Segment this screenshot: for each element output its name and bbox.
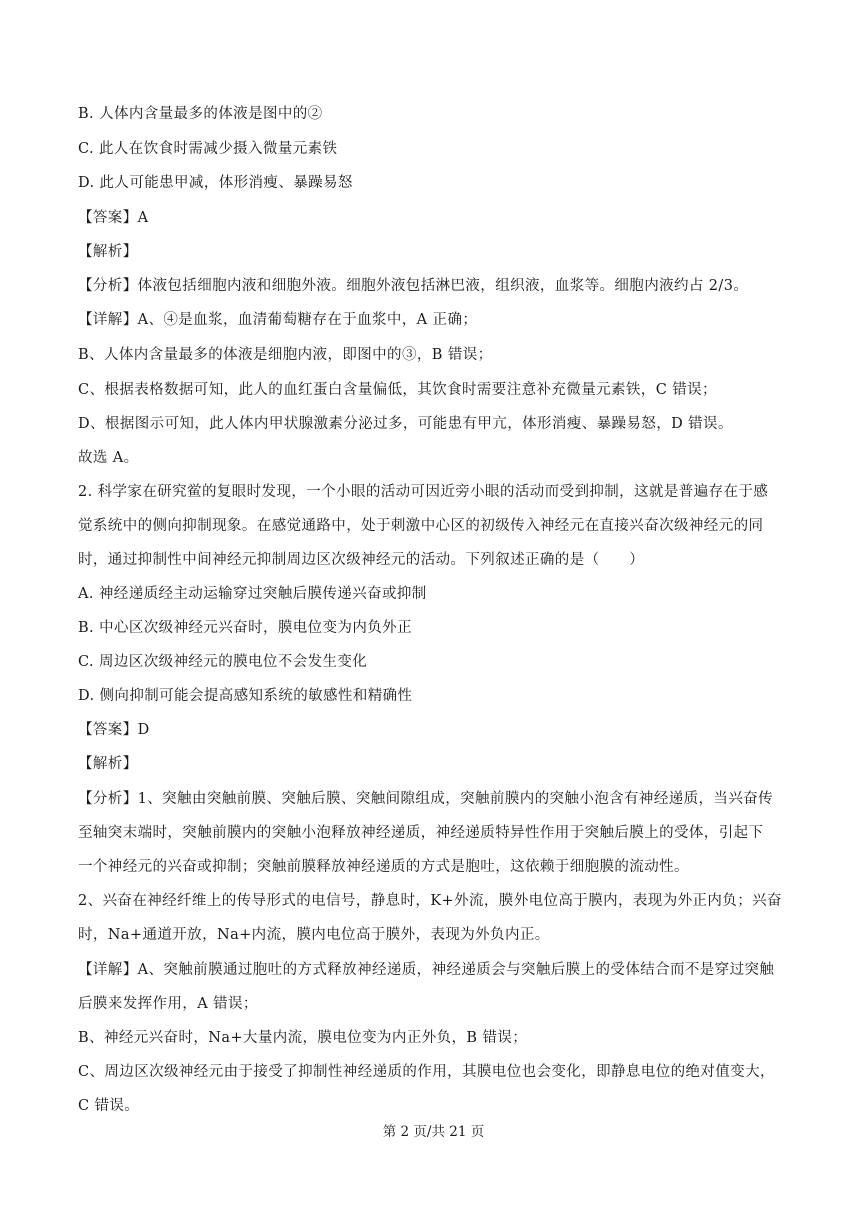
option-d: D. 此人可能患甲减，体形消瘦、暴躁易怒 [78, 175, 353, 191]
answer-label: 【答案】A [78, 210, 149, 226]
option-b: B. 人体内含量最多的体液是图中的② [78, 106, 323, 122]
question-2-stem-line-2: 觉系统中的侧向抑制现象。在感觉通路中，处于刺激中心区的初级传入神经元在直接兴奋次级神经元的同 [78, 518, 764, 534]
question-2-option-d: D. 侧向抑制可能会提高感知系统的敏感性和精确性 [78, 688, 413, 704]
question-2-analysis-line-1: 【分析】1、突触由突触前膜、突触后膜、突触间隙组成，突触前膜内的突触小泡含有神经递质，当兴奋传 [78, 791, 774, 807]
option-c: C. 此人在饮食时需减少摄入微量元素铁 [78, 141, 338, 157]
page-number-footer: 第 2 页/共 21 页 [382, 1124, 485, 1140]
detail-d: D、根据图示可知，此人体内甲状腺激素分泌过多，可能患有甲亢，体形消瘦、暴躁易怒，D 错误。 [78, 416, 733, 432]
analysis-paragraph: 【分析】体液包括细胞内液和细胞外液。细胞外液包括淋巴液，组织液，血浆等。细胞内液约占 2/3。 [78, 278, 749, 294]
question-2-detail-a-line-2: 后膜来发挥作用，A 错误； [78, 996, 258, 1012]
detail-c: C、根据表格数据可知，此人的血红蛋白含量偏低，其饮食时需要注意补充微量元素铁，C 错误； [78, 382, 717, 398]
question-2-analysis-heading: 【解析】 [78, 756, 138, 772]
detail-b: B、人体内含量最多的体液是细胞内液，即图中的③，B 错误； [78, 347, 493, 363]
choice-conclusion: 故选 A。 [78, 450, 139, 466]
question-2-answer: 【答案】D [78, 722, 150, 738]
question-2-detail-a-line-1: 【详解】A、突触前膜通过胞吐的方式释放神经递质，神经递质会与突触后膜上的受体结合而不是穿过突触 [78, 962, 775, 978]
question-2-option-a: A. 神经递质经主动运输穿过突触后膜传递兴奋或抑制 [78, 586, 427, 602]
question-2-analysis-line-3: 一个神经元的兴奋或抑制；突触前膜释放神经递质的方式是胞吐，这依赖于细胞膜的流动性。 [78, 859, 689, 875]
question-2-analysis-line-2: 至轴突末端时，突触前膜内的突触小泡释放神经递质，神经递质特异性作用于突触后膜上的受体，引起下 [78, 825, 764, 841]
detail-a: 【详解】A、④是血浆，血清葡萄糖存在于血浆中，A 正确； [78, 312, 478, 328]
question-2-analysis-line-4: 2、兴奋在神经纤维上的传导形式的电信号，静息时，K+外流，膜外电位高于膜内，表现为外正内负；兴奋 [78, 893, 782, 909]
analysis-heading: 【解析】 [78, 244, 138, 260]
question-2-stem-line-1: 2. 科学家在研究鲎的复眼时发现，一个小眼的活动可因近旁小眼的活动而受到抑制，这就是普遍存在于感 [78, 484, 769, 500]
question-2-detail-b: B、神经元兴奋时，Na+大量内流，膜电位变为内正外负，B 错误； [78, 1030, 528, 1046]
question-2-option-c: C. 周边区次级神经元的膜电位不会发生变化 [78, 654, 368, 670]
question-2-analysis-line-5: 时，Na+通道开放，Na+内流，膜内电位高于膜外，表现为外负内正。 [78, 927, 550, 943]
question-2-detail-c-line-2: C 错误。 [78, 1098, 140, 1114]
question-2-option-b: B. 中心区次级神经元兴奋时，膜电位变为内负外正 [78, 620, 412, 636]
question-2-detail-c-line-1: C、周边区次级神经元由于接受了抑制性神经递质的作用，其膜电位也会变化，即静息电位的绝对值变大， [78, 1064, 775, 1080]
question-2-stem-line-3: 时，通过抑制性中间神经元抑制周边区次级神经元的活动。下列叙述正确的是（ ） [78, 552, 645, 568]
